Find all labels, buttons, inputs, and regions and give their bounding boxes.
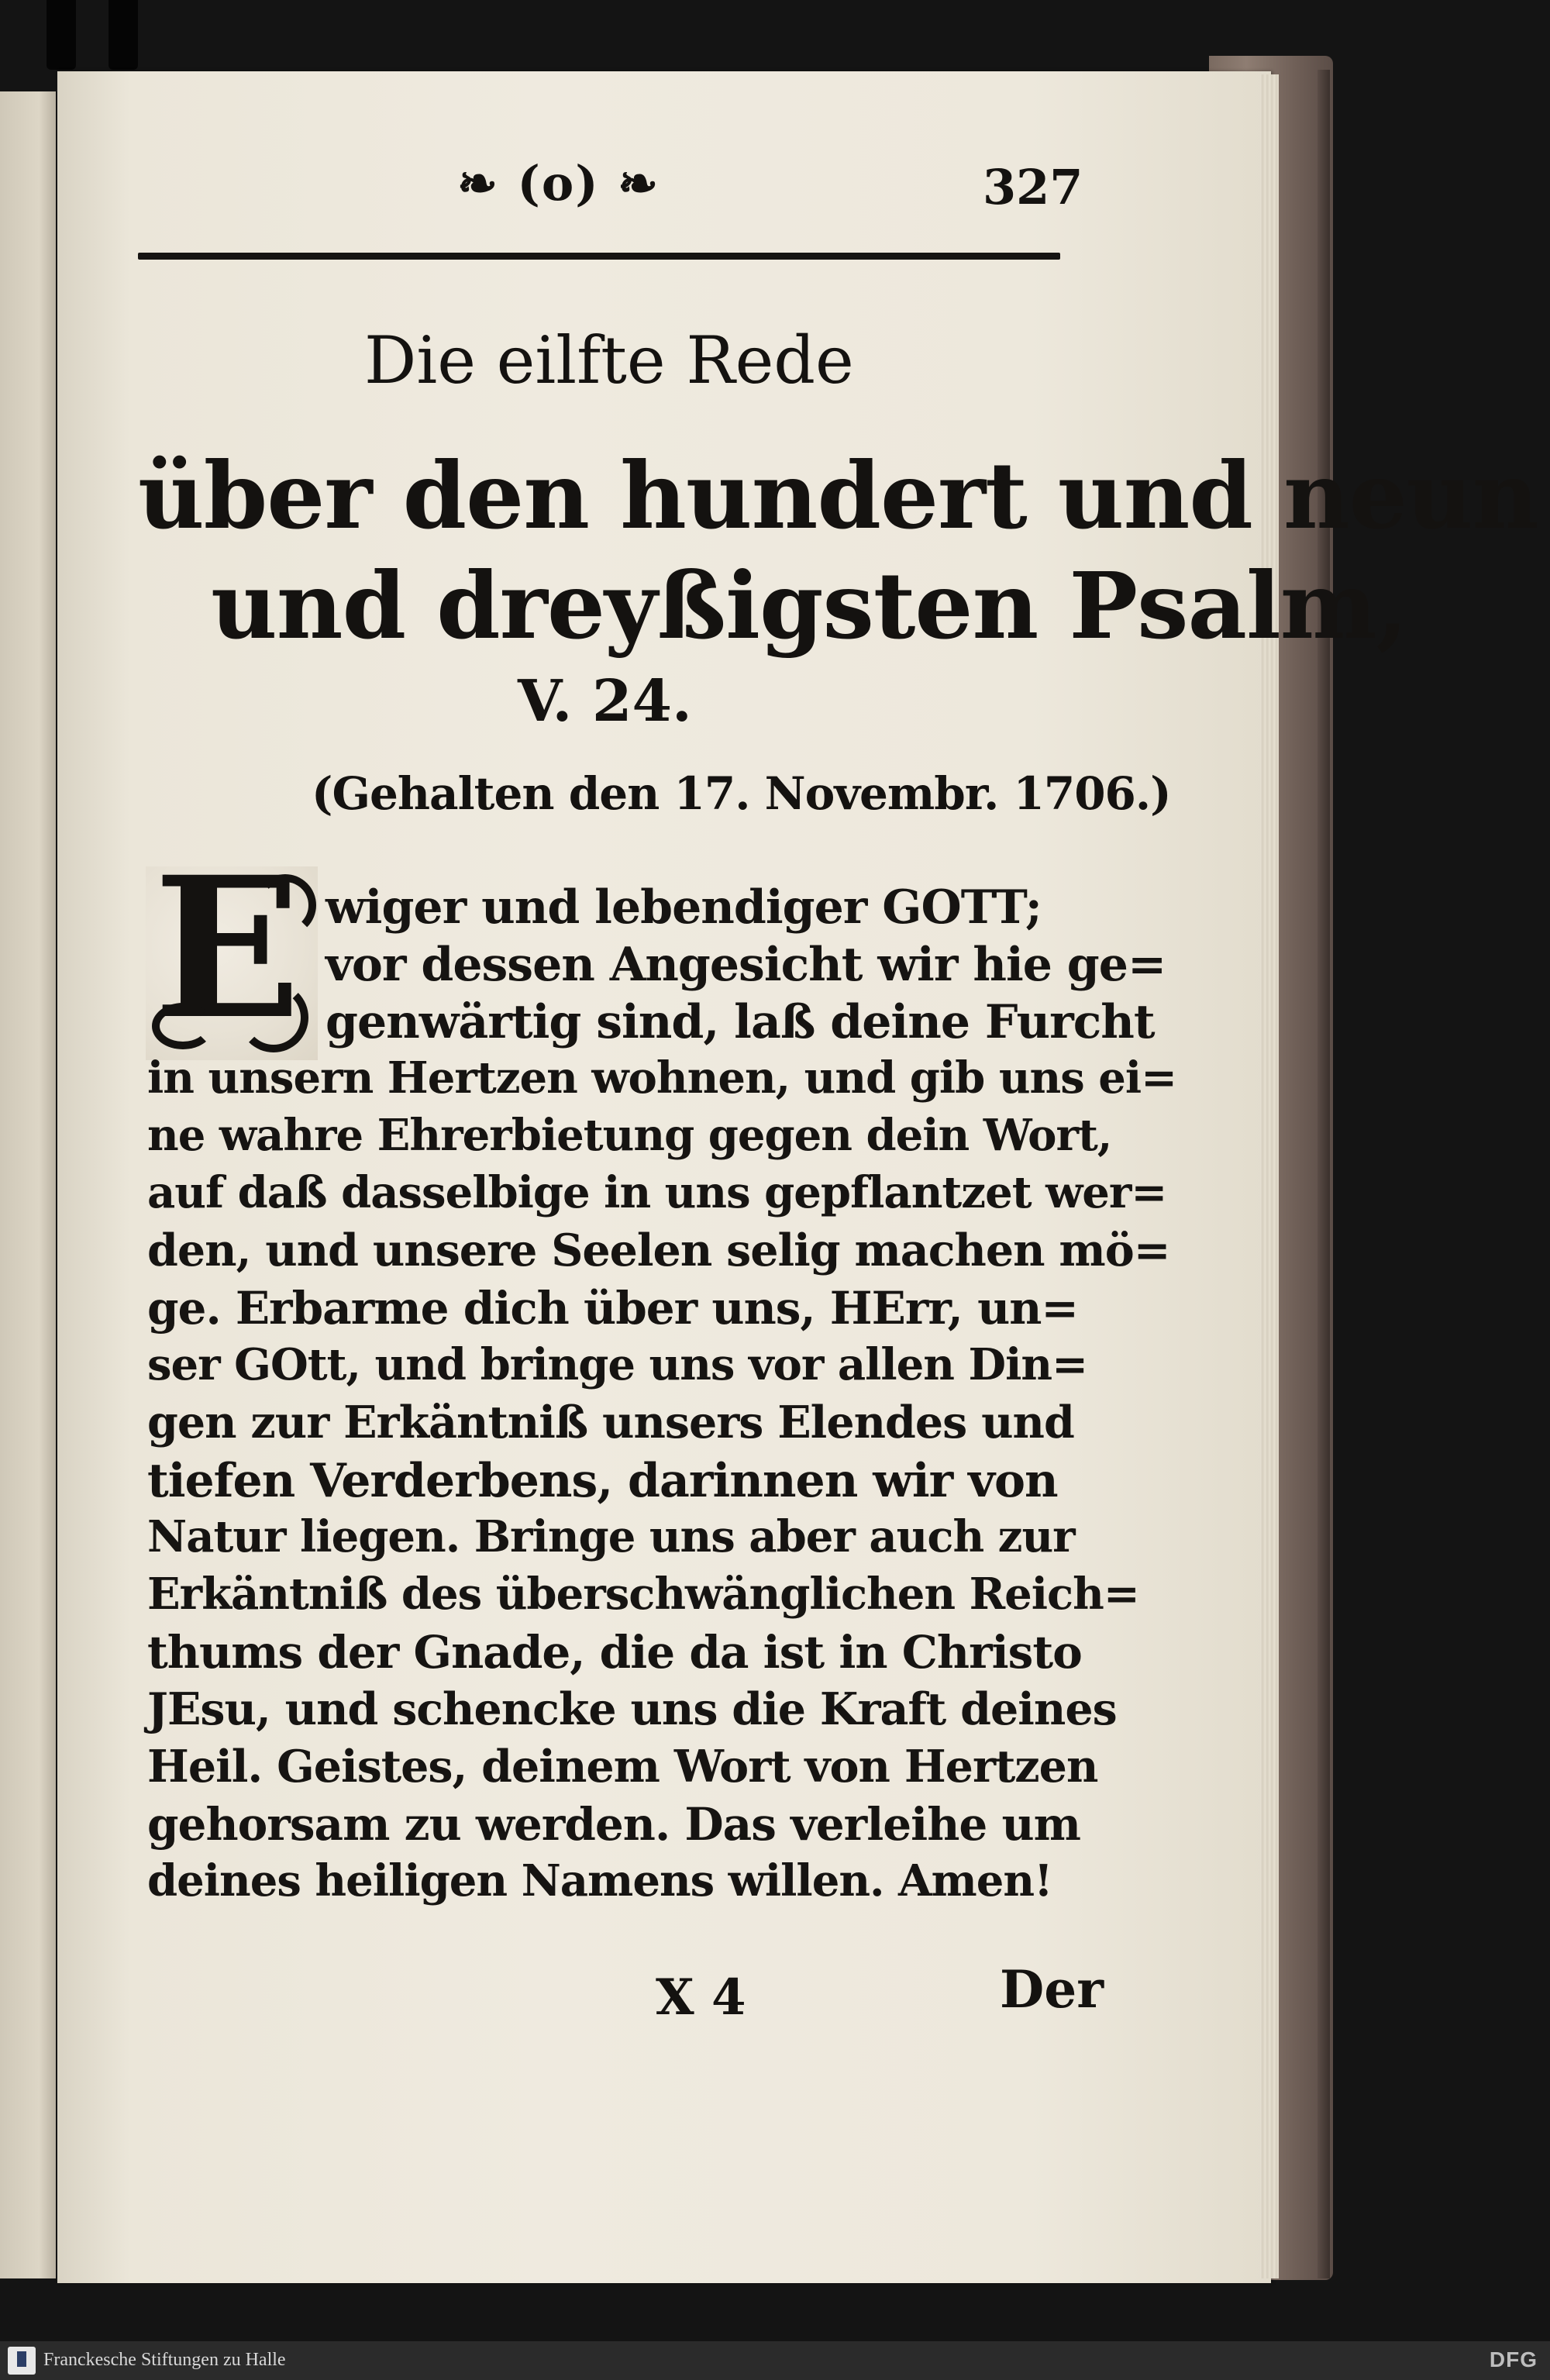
footer-institution: Franckesche Stiftungen zu Halle — [43, 2350, 286, 2370]
page-number: 327 — [983, 159, 1083, 215]
body-line: genwärtig sind, laß deine Furcht — [326, 995, 1155, 1049]
dfg-logo: DFG — [1489, 2347, 1538, 2371]
verse-reference: V. 24. — [518, 668, 692, 735]
initial-flourish — [254, 874, 316, 936]
body-line: in unsern Hertzen wohnen, und gib uns ei= — [147, 1052, 1177, 1104]
body-line: Natur liegen. Bringe uns aber auch zur — [147, 1511, 1075, 1562]
body-line: ne wahre Ehrerbietung gegen dein Wort, — [147, 1110, 1112, 1161]
body-line: Heil. Geistes, deinem Wort von Hertzen — [147, 1741, 1098, 1793]
initial-letter: E — [153, 834, 301, 1062]
catchword: Der — [1000, 1959, 1104, 2020]
book-cover-edge — [1318, 70, 1330, 2278]
adjacent-page-edge — [0, 91, 56, 2278]
body-line: JEsu, und schencke uns die Kraft deines — [147, 1683, 1117, 1735]
heading-line-3: und dreyßigsten Psalm, — [211, 552, 1407, 660]
body-line: tiefen Verderbens, darinnen wir von — [147, 1454, 1058, 1508]
dateline: (Gehalten den 17. Novembr. 1706.) — [312, 767, 1171, 820]
running-header: ❧ (o) ❧ — [457, 155, 660, 212]
institution-logo-icon — [8, 2347, 36, 2375]
body-line: den, und unsere Seelen selig machen mö= — [147, 1224, 1170, 1276]
body-line: gen zur Erkäntniß unsers Elendes und — [147, 1397, 1074, 1448]
binding-clip-left — [46, 0, 76, 70]
body-line: gehorsam zu werden. Das verleihe um — [147, 1798, 1081, 1851]
heading-line-2: über den hundert und neun — [138, 442, 1538, 549]
signature-mark: X 4 — [656, 1968, 746, 2027]
body-line: vor dessen Angesicht wir hie ge= — [326, 938, 1166, 992]
body-line: auf daß dasselbige in uns gepflantzet wer= — [147, 1167, 1167, 1218]
header-rule — [138, 253, 1060, 260]
body-line: deines heiligen Namens willen. Amen! — [147, 1855, 1052, 1906]
body-line: thums der Gnade, die da ist in Christo — [147, 1626, 1082, 1679]
body-line: wiger und lebendiger GOTT; — [326, 880, 1042, 935]
initial-flourish — [239, 983, 308, 1052]
initial-flourish — [152, 1003, 214, 1049]
footer-bar — [0, 2341, 1550, 2380]
body-line: ser GOtt, und bringe uns vor allen Din= — [147, 1339, 1087, 1390]
heading-line-1: Die eilfte Rede — [364, 322, 854, 398]
binding-clip-right — [108, 0, 138, 70]
decorated-initial — [146, 834, 318, 1062]
page-fore-edge — [1260, 74, 1279, 2278]
body-line: ge. Erbarme dich über uns, HErr, un= — [147, 1282, 1079, 1335]
body-line: Erkäntniß des überschwänglichen Reich= — [147, 1569, 1139, 1620]
